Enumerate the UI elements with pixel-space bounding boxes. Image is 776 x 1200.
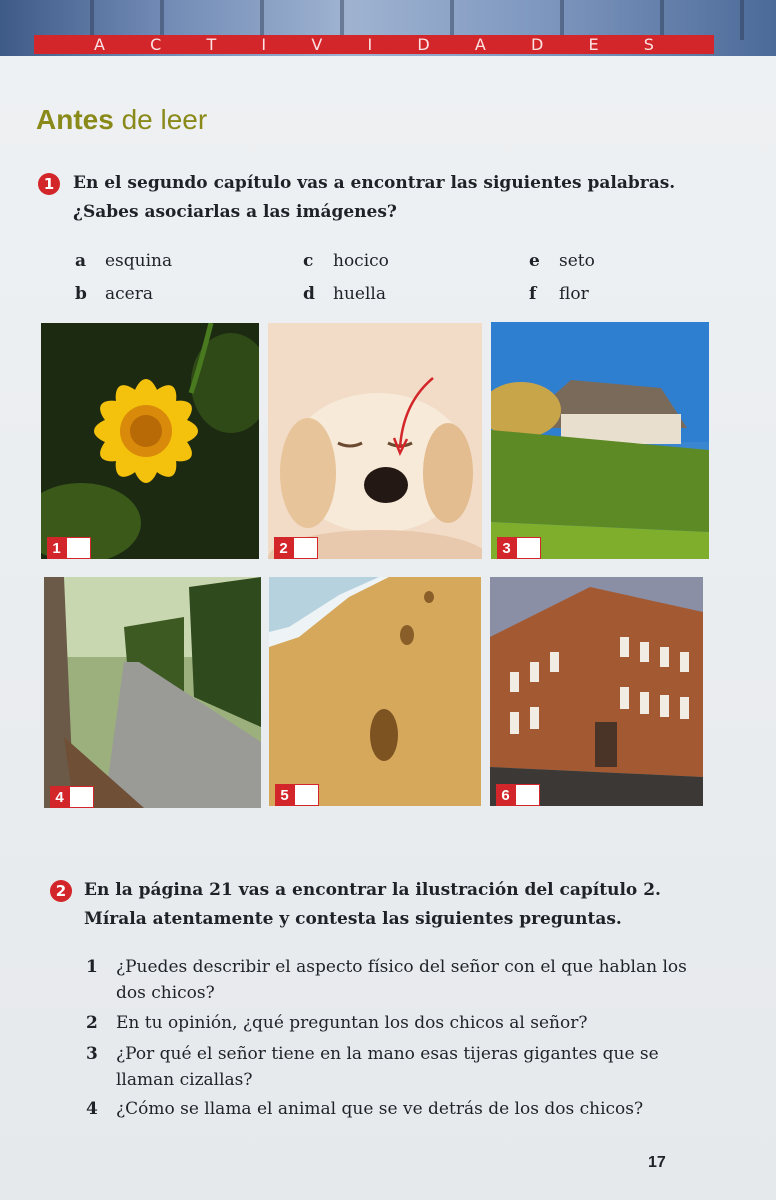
banner-letter: I [367, 35, 373, 54]
photo-flower [41, 323, 259, 559]
photo-footprints [269, 577, 481, 806]
vocab-word: seto [559, 251, 595, 271]
vocab-item [75, 251, 172, 271]
question-text: ¿Puedes describir el aspecto físico del señor con el que hablan los [116, 957, 687, 977]
banner-letter: I [261, 35, 267, 54]
question-item [86, 1010, 706, 1036]
question-text: En tu opinión, ¿qué preguntan los dos chicos al señor? [116, 1013, 588, 1033]
answer-box[interactable] [66, 537, 91, 559]
vocab-word: huella [333, 284, 386, 304]
vocab-word: acera [105, 284, 153, 304]
instruction-line: Mírala atentamente y contesta las siguientes preguntas. [84, 909, 622, 929]
vocab-letter: d [303, 284, 315, 304]
banner-letter: D [530, 35, 544, 54]
question-text: ¿Por qué el señor tiene en la mano esas tijeras gigantes que se [116, 1044, 659, 1064]
answer-box[interactable] [69, 786, 94, 808]
photo-number-tag [496, 784, 540, 806]
answer-box[interactable] [515, 784, 540, 806]
activities-banner [34, 35, 714, 54]
vocab-letter: b [75, 284, 87, 304]
photo-number: 1 [47, 537, 66, 559]
section-title-bold: Antes [36, 104, 114, 135]
vocab-item [303, 251, 389, 271]
banner-letter: A [94, 35, 105, 54]
question-number: 4 [86, 1099, 98, 1119]
photo-sidewalk [44, 577, 261, 808]
vocab-item [529, 284, 589, 304]
vocab-letter: c [303, 251, 314, 271]
section-title [36, 104, 207, 136]
photo-number: 5 [275, 784, 294, 806]
answer-box[interactable] [293, 537, 318, 559]
question-item [86, 954, 706, 1006]
vocab-letter: f [529, 284, 537, 304]
vocab-letter: a [75, 251, 87, 271]
vocab-word: flor [559, 284, 589, 304]
banner-letter: T [206, 35, 217, 54]
photo-number-tag [50, 786, 94, 808]
instruction-line: En el segundo capítulo vas a encontrar las siguientes palabras. [73, 173, 676, 193]
answer-box[interactable] [516, 537, 541, 559]
banner-letter: A [474, 35, 486, 54]
banner-letter: S [643, 35, 654, 54]
question-number: 3 [86, 1044, 98, 1064]
photo-number: 2 [274, 537, 293, 559]
vocab-word: esquina [105, 251, 173, 271]
photo-number-tag [497, 537, 541, 559]
photo-number-tag [275, 784, 319, 806]
banner-letter: D [417, 35, 430, 54]
exercise1-instruction [73, 169, 675, 227]
question-text: llaman cizallas? [116, 1070, 253, 1090]
vocab-item [303, 284, 386, 304]
exercise-number-badge: 2 [50, 880, 72, 902]
photo-hedge [491, 322, 709, 559]
vocab-item [75, 284, 153, 304]
vocab-word: hocico [333, 251, 389, 271]
photo-number: 3 [497, 537, 516, 559]
banner-letter: E [588, 35, 599, 54]
instruction-line: ¿Sabes asociarlas a las imágenes? [73, 202, 397, 222]
instruction-line: En la página 21 vas a encontrar la ilustración del capítulo 2. [84, 880, 661, 900]
photo-number: 6 [496, 784, 515, 806]
exercise2-instruction [84, 876, 661, 934]
photo-number: 4 [50, 786, 69, 808]
page-number: 17 [648, 1154, 666, 1171]
question-text: dos chicos? [116, 983, 215, 1003]
section-title-rest: de leer [121, 104, 208, 135]
answer-box[interactable] [294, 784, 319, 806]
banner-letter: V [311, 35, 323, 54]
vocab-letter: e [529, 251, 540, 271]
photo-puppy-snout [268, 323, 482, 559]
banner-letter: C [150, 35, 162, 54]
photo-number-tag [47, 537, 91, 559]
photo-street-corner-building [490, 577, 703, 806]
question-item [86, 1041, 706, 1093]
question-number: 2 [86, 1013, 98, 1033]
question-number: 1 [86, 957, 98, 977]
question-text: ¿Cómo se llama el animal que se ve detrás de los dos chicos? [116, 1099, 644, 1119]
photo-number-tag [274, 537, 318, 559]
question-item [86, 1096, 706, 1122]
vocab-item [529, 251, 595, 271]
exercise-number-badge: 1 [38, 173, 60, 195]
